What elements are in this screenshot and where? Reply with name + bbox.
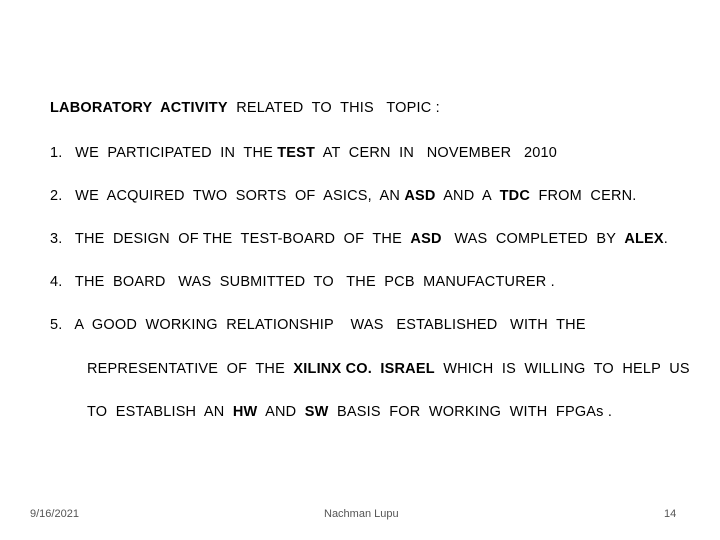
item-5b-text: REPRESENTATIVE OF THE bbox=[87, 361, 294, 377]
item-5c-text-mid: AND bbox=[257, 404, 305, 420]
item-1-bold: TEST bbox=[277, 145, 316, 161]
item-5c-text: TO ESTABLISH AN bbox=[87, 404, 233, 420]
item-5c-text-end: BASIS FOR WORKING WITH FPGAs . bbox=[328, 404, 613, 420]
item-1-text: 1. WE PARTICIPATED IN THE bbox=[50, 145, 278, 161]
heading-rest: RELATED TO THIS TOPIC : bbox=[227, 100, 440, 116]
item-2-text: 2. WE ACQUIRED TWO SORTS OF ASICS, AN bbox=[50, 188, 405, 204]
item-4-text: 4. THE BOARD WAS SUBMITTED TO THE PCB MANUFACTURER . bbox=[50, 274, 555, 290]
item-3-bold-alex: ALEX bbox=[624, 231, 664, 247]
item-5b-bold: XILINX CO. ISRAEL bbox=[293, 361, 435, 377]
list-item-2 bbox=[50, 187, 637, 205]
item-2-text-mid: AND A bbox=[435, 188, 500, 204]
item-2-text-end: FROM CERN. bbox=[530, 188, 637, 204]
item-3-text-mid: WAS COMPLETED BY bbox=[441, 231, 625, 247]
list-item-3 bbox=[50, 230, 668, 248]
item-5b-text-end: WHICH IS WILLING TO HELP US bbox=[434, 361, 690, 377]
item-2-bold-asd: ASD bbox=[404, 188, 436, 204]
list-item-5-cont-2 bbox=[87, 403, 612, 421]
footer-author: Nachman Lupu bbox=[324, 508, 399, 520]
footer-date: 9/16/2021 bbox=[30, 508, 79, 520]
item-2-bold-tdc: TDC bbox=[499, 188, 530, 204]
list-item-5-cont-1 bbox=[87, 360, 690, 378]
item-5c-bold-sw: SW bbox=[304, 404, 329, 420]
footer-page-number: 14 bbox=[664, 508, 677, 520]
item-1-text-end: AT CERN IN NOVEMBER 2010 bbox=[315, 145, 558, 161]
item-3-text-end: . bbox=[663, 231, 669, 247]
heading-bold: LABORATORY ACTIVITY bbox=[50, 100, 228, 116]
list-item-5 bbox=[50, 316, 586, 334]
item-5-text: 5. A GOOD WORKING RELATIONSHIP WAS ESTABLISHED WITH THE bbox=[50, 317, 586, 333]
slide-heading bbox=[50, 99, 440, 117]
list-item-4 bbox=[50, 273, 555, 291]
list-item-1 bbox=[50, 144, 557, 162]
item-5c-bold-hw: HW bbox=[232, 404, 258, 420]
item-3-text: 3. THE DESIGN OF THE TEST-BOARD OF THE bbox=[50, 231, 411, 247]
item-3-bold-asd: ASD bbox=[410, 231, 442, 247]
